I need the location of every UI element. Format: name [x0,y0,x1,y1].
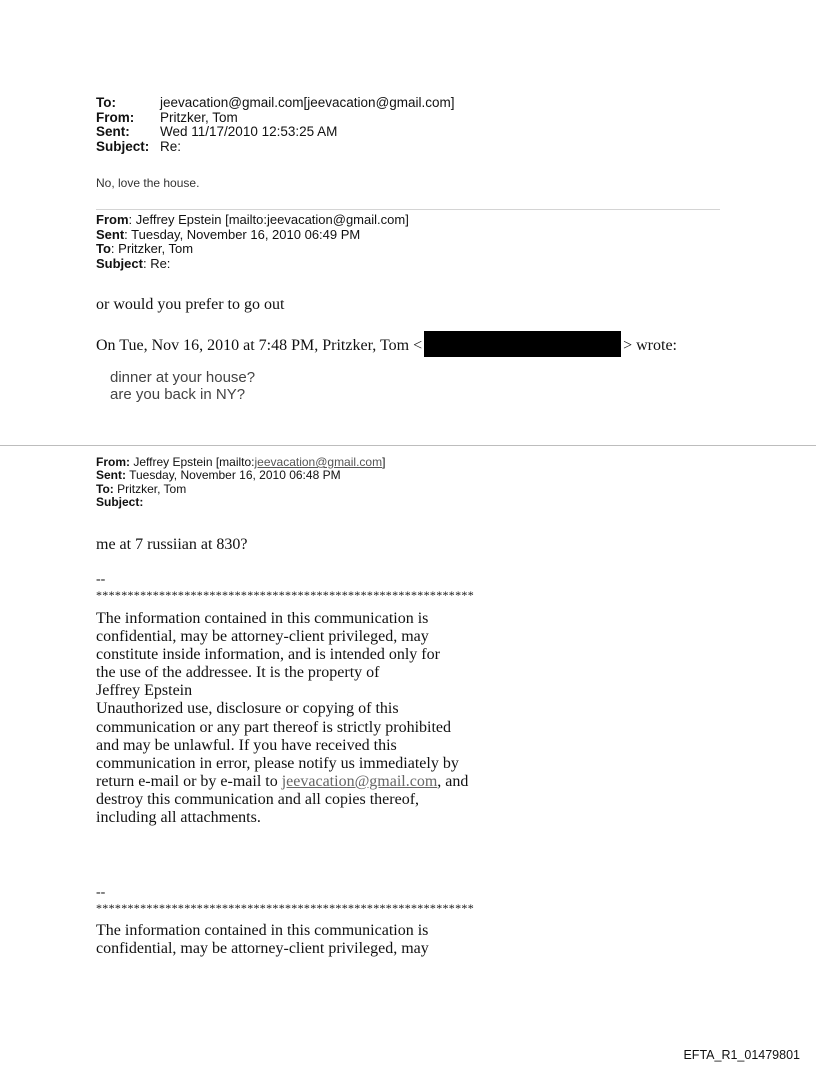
m2-subject-label: Subject [96,255,143,271]
signature-dashes: -- [96,572,106,587]
document-id: EFTA_R1_01479801 [683,1048,800,1062]
m3-body: me at 7 russiian at 830? [96,536,248,553]
m3-to-value: Pritzker, Tom [113,481,187,496]
m2-to-row [96,242,409,257]
disclaimer-repeat [96,922,526,958]
m3-from-prefix: Jeffrey Epstein [mailto: [130,455,255,469]
m3-email-link[interactable]: jeevacation@gmail.com [254,455,383,469]
m2-to-label: To [96,241,111,257]
m2-to-value: : Pritzker, Tom [110,241,194,257]
m2-from-row [96,213,409,228]
disclaimer-line: confidential, may be attorney-client privileged, may [96,628,429,646]
sent-label: Sent: [96,124,130,139]
m2-attribution [96,331,677,357]
disclaimer-line: destroy this communication and all copies thereof, [96,790,420,808]
disclaimer-line: the use of the addressee. It is the property of [96,664,380,682]
m3-sent-value: Tuesday, November 16, 2010 06:48 PM [126,468,341,483]
disclaimer-line [96,773,526,791]
subject-label: Subject: [96,138,150,154]
m3-to-row [96,483,385,496]
return-prefix: return e-mail or by e-mail to [96,772,282,790]
attribution-end: > wrote: [623,337,677,354]
signature-stars: ************************************************************ [96,588,474,602]
m3-from-row [96,456,385,469]
reply-text: No, love the house. [96,176,200,190]
m2-sent-value: : Tuesday, November 16, 2010 06:49 PM [124,226,361,242]
disclaimer-line: constitute inside information, and is intended only for [96,646,440,664]
m2-subject-row [96,257,409,272]
disclaimer-email-link[interactable]: jeevacation@gmail.com [281,772,438,790]
to-value: jeevacation@gmail.com[jeevacation@gmail.com] [160,95,455,110]
m2-from-label: From [96,212,129,227]
m2-from-value: : Jeffrey Epstein [mailto:jeevacation@gmail.com] [128,212,409,227]
attribution-start: On Tue, Nov 16, 2010 at 7:48 PM, Pritzker, Tom < [96,337,423,354]
quoted-line: are you back in NY? [110,386,246,403]
quoted-text [110,369,255,403]
disclaimer-line: and may be unlawful. If you have received this [96,736,397,754]
m3-subject-label: Subject: [96,494,144,509]
to-label: To: [96,95,116,110]
m3-from-suffix: ] [382,455,386,469]
message-divider [0,445,816,446]
signature-stars-repeat: ************************************************************ [96,901,474,915]
return-suffix: , and [437,772,469,790]
m2-sent-row [96,228,409,243]
m2-body: or would you prefer to go out [96,296,285,313]
header-divider [96,209,720,210]
disclaimer-line: confidential, may be attorney-client privileged, may [96,940,429,958]
m3-to-label: To: [96,481,114,496]
disclaimer-line: communication or any part thereof is strictly prohibited [96,718,452,736]
disclaimer-line: communication in error, please notify us immediately by [96,754,459,772]
subject-row [96,140,455,155]
email-header [96,96,455,154]
m3-from-label: From: [96,455,130,469]
sent-value: Wed 11/17/2010 12:53:25 AM [160,124,338,139]
disclaimer-line: The information contained in this communication is [96,610,429,627]
quoted-line: dinner at your house? [110,369,256,386]
signature-dashes-repeat: -- [96,885,106,900]
message3-header [96,456,385,509]
redaction-box [424,331,621,357]
subject-value: Re: [160,138,182,154]
from-value: Pritzker, Tom [160,109,238,125]
disclaimer-line: Jeffrey Epstein [96,682,193,700]
disclaimer-line: including all attachments. [96,809,261,827]
disclaimer [96,610,526,827]
sent-row [96,125,455,140]
to-row [96,96,455,111]
m3-sent-row [96,469,385,482]
m2-sent-label: Sent [96,226,125,242]
m3-subject-row [96,496,385,509]
disclaimer-line: Unauthorized use, disclosure or copying of this [96,700,399,718]
message2-header [96,213,409,271]
m2-subject-value: : Re: [142,255,171,271]
from-row [96,111,455,126]
disclaimer-line: The information contained in this communication is [96,922,429,939]
m3-sent-label: Sent: [96,468,126,483]
from-label: From: [96,109,135,125]
